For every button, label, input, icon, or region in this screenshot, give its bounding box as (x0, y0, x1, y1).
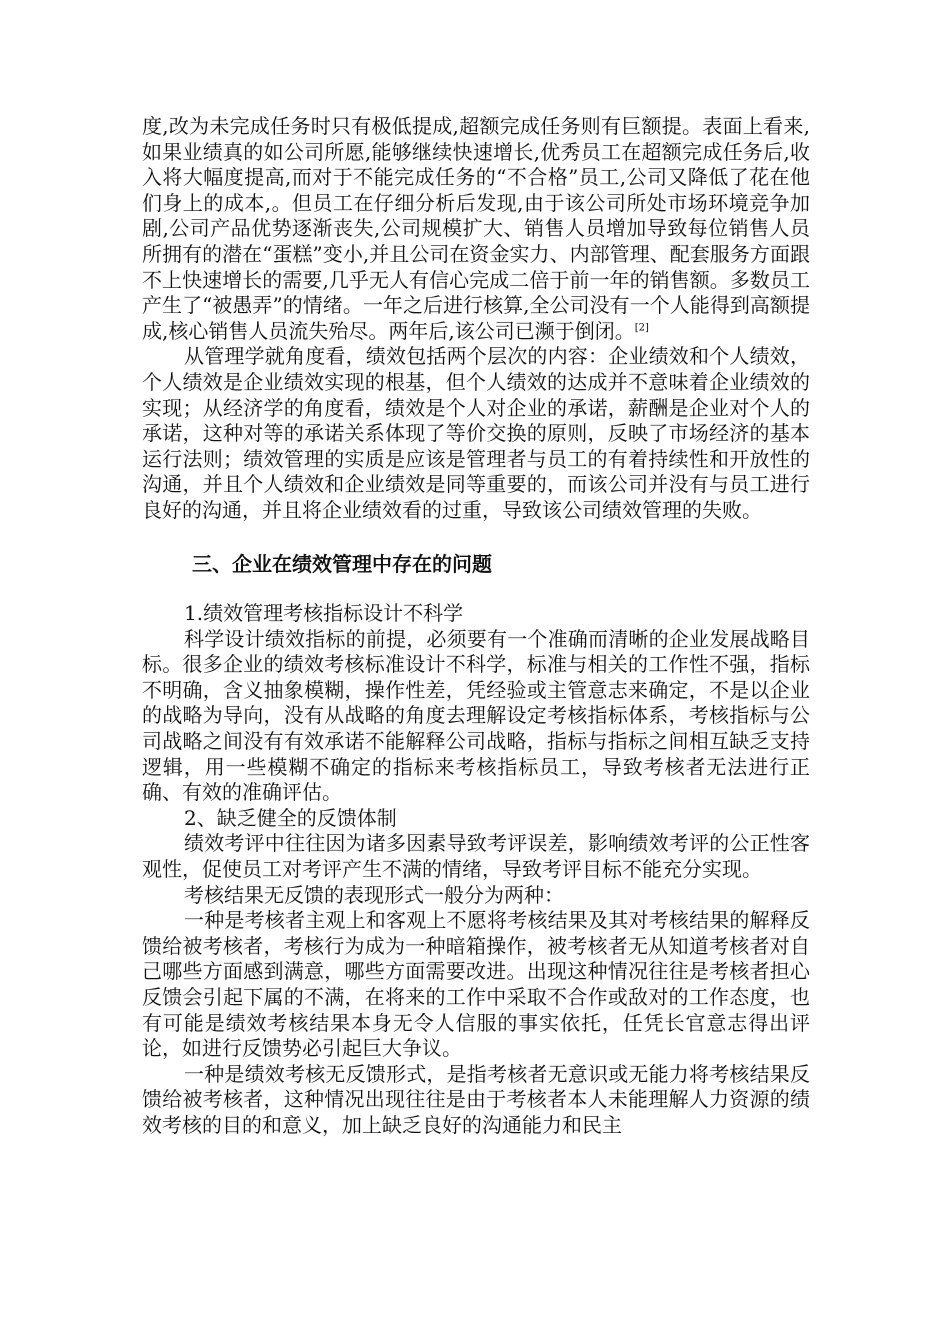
paragraph-indicator-design: 科学设计绩效指标的前提，必须要有一个准确而清晰的企业发展战略目标。很多企业的绩效考核标准设计不科学，标准与相关的工作性不强，指标不明确，含义抽象模糊，操作性差，凭经验或主管意志来确定，不是以企业的战略为导向，没有从战略的角度去理解设定考核指标体系，考核指标与公司战略之间没有有效承诺不能解释公司战略，指标与指标之间相互缺乏支持逻辑，用一些模糊不确定的指标来考核指标员工，导致考核者无法进行正确、有效的准确评估。 (142, 626, 810, 805)
paragraph-feedback-form-one: 一种是考核者主观上和客观上不愿将考核结果及其对考核结果的解释反馈给被考核者，考核行为成为一种暗箱操作，被考核者无从知道考核者对自己哪些方面感到满意，哪些方面需要改进。出现这种情况往往是考核者担心反馈会引起下属的不满，在将来的工作中采取不合作或敌对的工作态度，也有可能是绩效考核结果本身无令人信服的事实依托，任凭长官意志得出评论，如进行反馈势必引起巨大争议。 (142, 908, 810, 1061)
paragraph-feedback-intro: 绩效考评中往往因为诸多因素导致考评误差，影响绩效考评的公正性客观性，促使员工对考评产生不满的情绪，导致考评目标不能充分实现。 (142, 831, 810, 882)
paragraph-management-view: 从管理学就角度看，绩效包括两个层次的内容：企业绩效和个人绩效，个人绩效是企业绩效实现的根基，但个人绩效的达成并不意味着企业绩效的实现；从经济学的角度看，绩效是个人对企业的承诺，薪酬是企业对个人的承诺，这种对等的承诺关系体现了等价交换的原则，反映了市场经济的基本运行法则；绩效管理的实质是应该是管理者与员工的有着持续性和开放性的沟通，并且个人绩效和企业绩效是同等重要的，而该公司并没有与员工进行良好的沟通，并且将企业绩效看的过重，导致该公司绩效管理的失败。 (142, 344, 810, 522)
citation-reference: [2] (634, 322, 649, 334)
section-heading: 三、企业在绩效管理中存在的问题 (192, 551, 492, 576)
subheading-indicator-design: 1.绩效管理考核指标设计不科学 (184, 601, 464, 626)
paragraph-text: 度,改为未完成任务时只有极低提成,超额完成任务则有巨额提。表面上看来,如果业绩真的如公司所愿,能够继续快速增长,优秀员工在超额完成任务后,收入将大幅度提高,而对于不能完成任务的“不合格”员工,公司又降低了花在他们身上的成本,。但员工在仔细分析后发现,由于该公司所处市场环境竞争加剧,公司产品优势逐渐丧失,公司规模扩大、销售人员增加导致每位销售人员所拥有的潜在“蛋糕”变小,并且公司在资金实力、内部管理、配套服务方面跟不上快速增长的需要,几乎无人有信心完成二倍于前一年的销售额。多数员工产生了“被愚弄”的情绪。一年之后进行核算,全公司没有一个人能得到高额提成,核心销售人员流失殆尽。两年后,该公司已濒于倒闭。 (142, 114, 810, 343)
paragraph-case-story (142, 114, 810, 344)
subheading-feedback-mechanism: 2、缺乏健全的反馈体制 (184, 805, 397, 830)
document-body (142, 114, 810, 1139)
paragraph-feedback-forms: 考核结果无反馈的表现形式一般分为两种： (184, 882, 564, 907)
paragraph-feedback-form-two: 一种是绩效考核无反馈形式，是指考核者无意识或无能力将考核结果反馈给被考核者，这种情况出现往往是由于考核者本人未能理解人力资源的绩效考核的目的和意义，加上缺乏良好的沟通能力和民主 (142, 1061, 810, 1137)
